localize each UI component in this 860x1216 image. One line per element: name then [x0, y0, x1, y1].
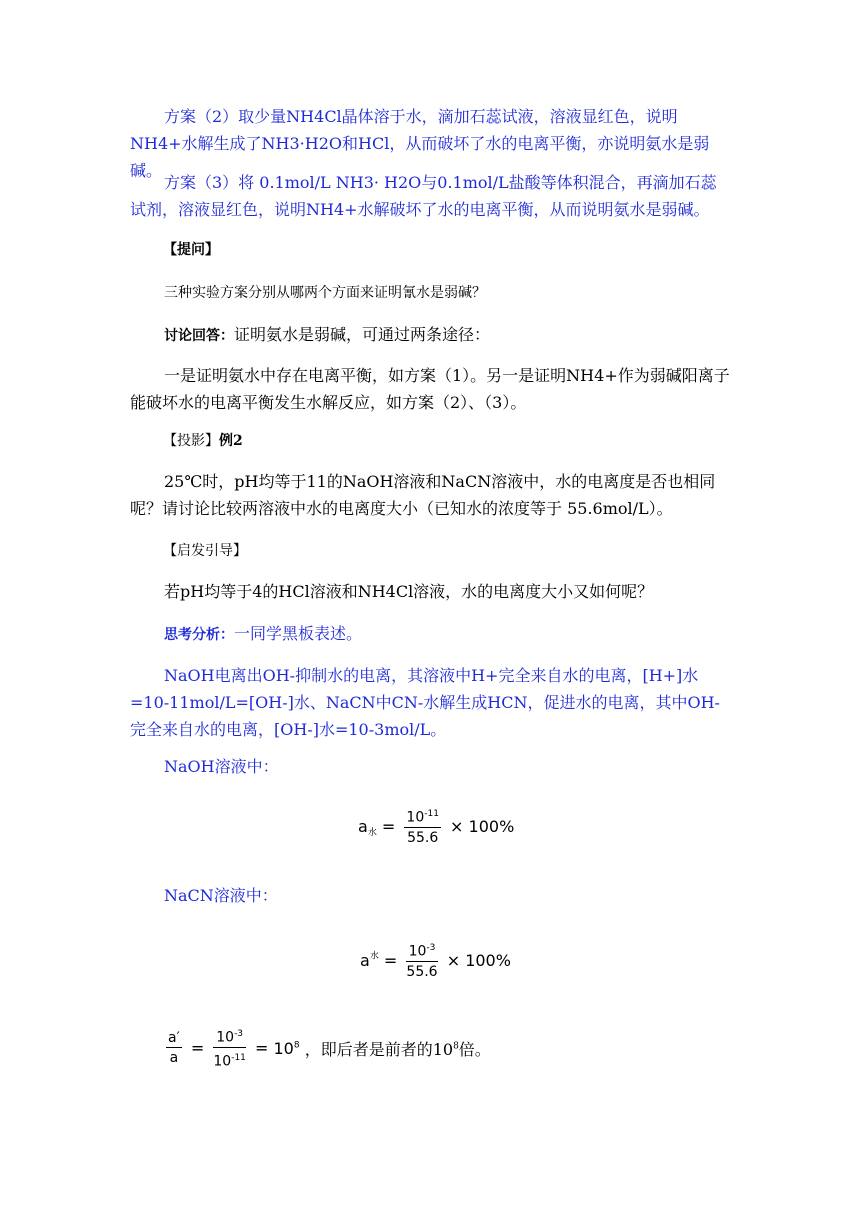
ratio-numerator: a′: [168, 1029, 180, 1046]
paragraph-example-2: 25℃时，pH均等于11的NaOH溶液和NaCN溶液中，水的电离度是否也相同呢？请讨论比较两溶液中水的电离度大小（已知水的浓度等于 55.6mol/L）。: [130, 472, 716, 518]
formula-nacn-ionization: [360, 939, 511, 982]
answer-text: 证明氨水是弱碱，可通过两条途径：: [234, 325, 491, 344]
paragraph-two-ways: 一是证明氨水中存在电离平衡，如方案（1）。另一是证明NH4+作为弱碱阳离子能破坏水的电离平衡发生水解反应，如方案（2）、（3）。: [130, 366, 730, 412]
heading-projection: [163, 428, 763, 455]
formula-fraction: [406, 939, 437, 982]
formula-superscript: 水: [369, 951, 379, 962]
power-denominator: $10^{-11}$: [213, 1052, 246, 1070]
label-nacn-solution: NaCN溶液中：: [164, 886, 278, 905]
projection-bracket: 【投影】: [163, 433, 219, 449]
fraction-denominator: 55.6: [407, 829, 439, 846]
ratio-denominator: a: [169, 1049, 179, 1066]
fraction-denominator: 55.6: [406, 963, 438, 980]
formula-times: ×: [450, 816, 464, 836]
formula-equals: =: [190, 1038, 205, 1058]
heading-guidance: 【启发引导】: [163, 543, 247, 559]
example-label: 例2: [219, 433, 243, 449]
formula-equals: =: [381, 816, 396, 836]
paragraph-scheme-3: 方案（3）将 0.1mol/L NH3· H2O与0.1mol/L盐酸等体积混合，再滴加石蕊试剂，溶液显红色，说明NH4+水解破坏了水的电离平衡，从而说明氨水是弱碱。: [130, 173, 717, 219]
formula-percent: 100%: [468, 816, 515, 836]
formula-percent: 100%: [465, 950, 511, 970]
paragraph-analysis: NaOH电离出OH-抑制水的电离，其溶液中H+完全来自水的电离，[H+]水=10-11mol/L=[OH-]水、NaCN中CN-水解生成HCN，促进水的电离，其中OH-完全来自水的电离，[OH-]水=10-3mol/L。: [130, 666, 720, 739]
thinking-analysis: [130, 620, 730, 649]
formula-times: ×: [446, 950, 461, 970]
fraction-numerator: $10^{-3}$: [406, 939, 437, 962]
power-numerator: $10^{-3}$: [213, 1025, 246, 1048]
answer-label: 讨论回答：: [164, 328, 234, 344]
ratio-conclusion: ，即后者是前者的$10^8$倍。: [304, 1039, 491, 1059]
power-fraction: [213, 1025, 246, 1071]
ratio-fraction: [166, 1029, 182, 1068]
formula-naoh-ionization: [358, 805, 514, 848]
formula-alpha: a: [358, 816, 368, 836]
label-naoh-solution: NaOH溶液中：: [164, 757, 279, 776]
paragraph-scheme-2: 方案（2）取少量NH4Cl晶体溶于水，滴加石蕊试液，溶液显红色，说明NH4+水解生成了NH3·H2O和HCl，从而破坏了水的电离平衡，亦说明氨水是弱碱。: [130, 107, 710, 180]
formula-subscript: 水: [367, 828, 377, 839]
ratio-result: $10^8$: [273, 1038, 300, 1058]
think-label: 思考分析：: [164, 627, 234, 643]
formula-equals-2: =: [255, 1038, 269, 1058]
think-text: 一同学黑板表述。: [234, 624, 363, 643]
formula-ratio: [162, 1025, 491, 1071]
discussion-answer: [130, 321, 730, 350]
formula-fraction: [404, 805, 441, 848]
fraction-numerator: $10^{-11}$: [404, 805, 441, 828]
formula-equals: =: [383, 950, 398, 970]
heading-question: 【提问】: [163, 242, 219, 258]
formula-alpha: a: [360, 950, 370, 970]
question-text: 三种实验方案分别从哪两个方面来证明氰水是弱碱？: [164, 285, 486, 301]
paragraph-hcl-question: 若pH均等于4的HCl溶液和NH4Cl溶液，水的电离度大小又如何呢？: [164, 582, 654, 601]
